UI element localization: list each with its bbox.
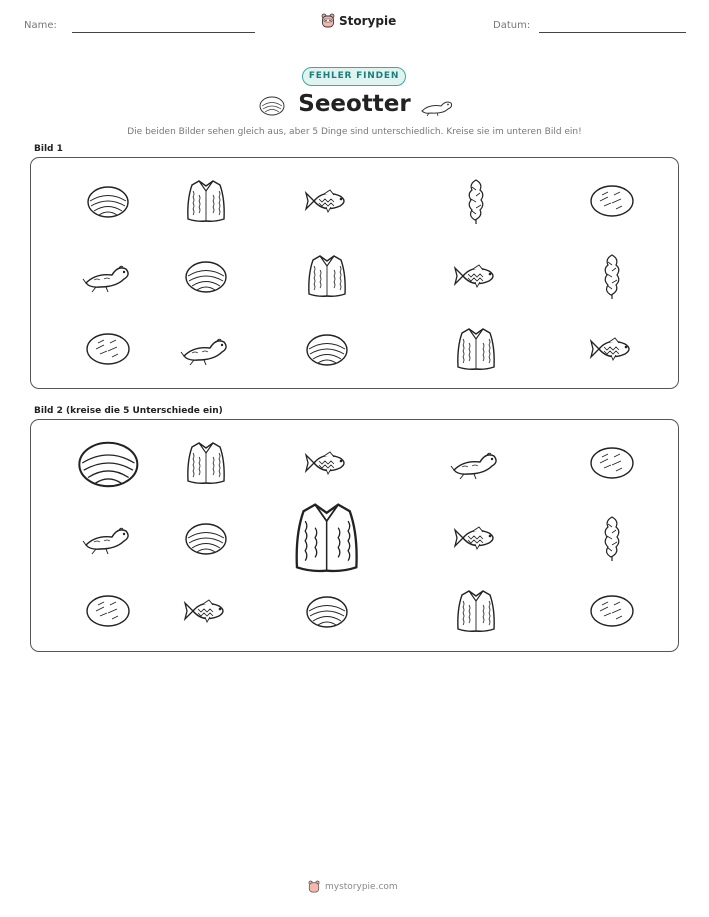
- picture1-kelp-icon: [465, 176, 487, 230]
- picture2-clam-icon[interactable]: [304, 591, 350, 635]
- picture1-fish-icon: [589, 333, 635, 369]
- picture1-label: Bild 1: [34, 144, 63, 154]
- picture2-otter-icon[interactable]: [450, 444, 502, 486]
- picture1-rock-icon: [84, 331, 132, 371]
- picture1-clam-icon: [183, 256, 229, 300]
- otter-icon: [419, 94, 455, 122]
- picture1-otter-icon: [180, 330, 232, 372]
- picture1-coat-icon: [306, 252, 348, 304]
- picture2-clam-icon[interactable]: [75, 434, 142, 496]
- picture2-fish-icon[interactable]: [183, 595, 229, 631]
- picture1-clam-icon: [304, 329, 350, 373]
- footer: [308, 880, 398, 894]
- picture2-fish-icon[interactable]: [304, 447, 350, 483]
- picture1-coat-icon: [185, 177, 227, 229]
- storypie-mascot-icon: [308, 880, 320, 894]
- picture2-coat-icon[interactable]: [455, 587, 497, 639]
- picture2-clam-icon[interactable]: [183, 518, 229, 562]
- picture1-kelp-icon: [601, 251, 623, 305]
- picture2-label: Bild 2 (kreise die 5 Unterschiede ein): [34, 406, 223, 416]
- picture2-panel[interactable]: [30, 419, 679, 652]
- picture2-coat-icon[interactable]: [185, 439, 227, 491]
- logo-wordmark: Storypie: [339, 14, 397, 28]
- picture2-kelp-icon[interactable]: [601, 513, 623, 567]
- picture2-rock-icon[interactable]: [84, 593, 132, 633]
- picture1-fish-icon: [304, 185, 350, 221]
- picture1-clam-icon: [85, 181, 131, 225]
- name-label: Name:: [24, 20, 57, 31]
- worksheet-type-badge: FEHLER FINDEN: [302, 67, 406, 86]
- storypie-logo: [321, 13, 396, 29]
- date-label: Datum:: [493, 20, 531, 31]
- picture2-fish-icon[interactable]: [453, 522, 499, 558]
- picture1-coat-icon: [455, 325, 497, 377]
- name-field[interactable]: [72, 32, 255, 33]
- picture1-fish-icon: [453, 260, 499, 296]
- picture1-otter-icon: [82, 257, 134, 299]
- picture2-otter-icon[interactable]: [82, 519, 134, 561]
- storypie-mascot-icon: [321, 13, 335, 29]
- picture1-panel: [30, 157, 679, 389]
- date-field[interactable]: [539, 32, 686, 33]
- picture1-rock-icon: [588, 183, 636, 223]
- picture2-coat-icon[interactable]: [292, 498, 361, 581]
- picture2-rock-icon[interactable]: [588, 445, 636, 485]
- picture2-rock-icon[interactable]: [588, 593, 636, 633]
- footer-url[interactable]: mystorypie.com: [325, 882, 398, 892]
- page-title: Seeotter: [298, 91, 411, 117]
- instructions: Die beiden Bilder sehen gleich aus, aber 5 Dinge sind unterschiedlich. Kreise sie im unteren Bild ein!: [127, 127, 582, 137]
